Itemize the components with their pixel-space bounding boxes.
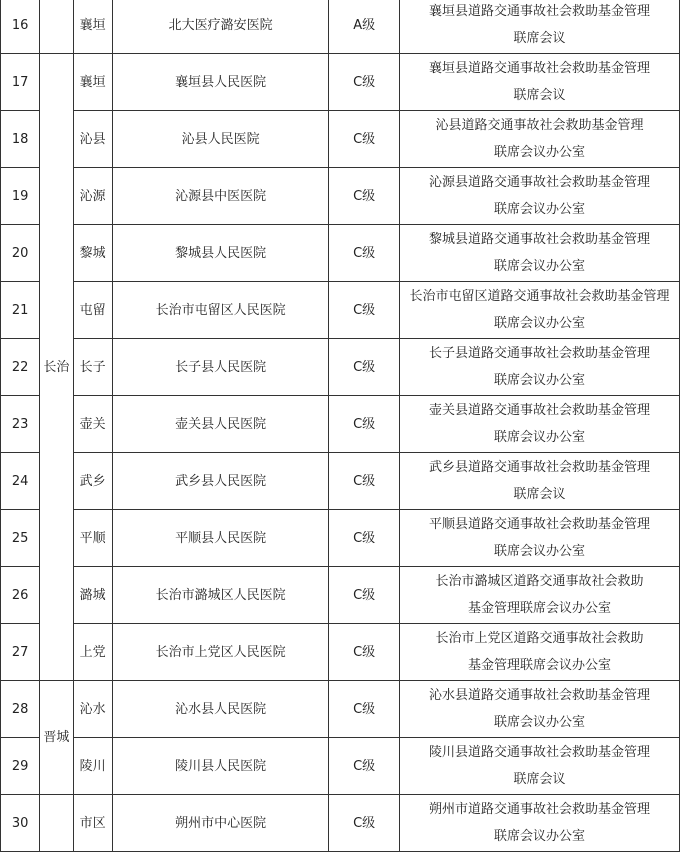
grade-cell: C级: [329, 396, 400, 453]
organization-line: 长治市上党区道路交通事故社会救助: [435, 631, 644, 646]
organization-line: 沁水县道路交通事故社会救助基金管理: [428, 688, 650, 703]
organization-line: 联席会议: [513, 487, 566, 502]
organization-line: 联席会议办公室: [493, 715, 585, 730]
organization-cell: [399, 738, 679, 795]
grade-cell: C级: [329, 168, 400, 225]
table-row: [1, 681, 680, 738]
row-number: 29: [1, 738, 40, 795]
hospital-cell: 襄垣县人民医院: [112, 54, 329, 111]
table-row: [1, 282, 680, 339]
organization-cell: [399, 0, 679, 54]
row-number: 17: [1, 54, 40, 111]
table-row: [1, 225, 680, 282]
organization-cell: [399, 396, 679, 453]
county-cell: 屯留: [73, 282, 112, 339]
hospital-cell: 武乡县人民医院: [112, 453, 329, 510]
hospital-cell: 朔州市中心医院: [112, 795, 329, 852]
organization-line: 联席会议办公室: [493, 145, 585, 160]
organization-cell: [399, 339, 679, 396]
hospital-cell: 长治市上党区人民医院: [112, 624, 329, 681]
grade-cell: C级: [329, 681, 400, 738]
hospital-cell: 平顺县人民医院: [112, 510, 329, 567]
county-cell: 平顺: [73, 510, 112, 567]
row-number: 27: [1, 624, 40, 681]
organization-line: 长子县道路交通事故社会救助基金管理: [428, 346, 650, 361]
organization-line: 联席会议: [513, 31, 566, 46]
hospital-cell: 北大医疗潞安医院: [112, 0, 329, 54]
grade-cell: C级: [329, 567, 400, 624]
row-number: 24: [1, 453, 40, 510]
table-row: [1, 510, 680, 567]
organization-cell: [399, 453, 679, 510]
organization-line: 联席会议办公室: [493, 430, 585, 445]
city-cell: 晋城: [40, 681, 73, 795]
organization-cell: [399, 282, 679, 339]
county-cell: 沁县: [73, 111, 112, 168]
row-number: 28: [1, 681, 40, 738]
row-number: 22: [1, 339, 40, 396]
grade-cell: C级: [329, 624, 400, 681]
row-number: 16: [1, 0, 40, 54]
organization-line: 长治市潞城区道路交通事故社会救助: [435, 574, 644, 589]
county-cell: 沁源: [73, 168, 112, 225]
row-number: 21: [1, 282, 40, 339]
organization-line: 襄垣县道路交通事故社会救助基金管理: [428, 4, 650, 19]
city-cell: [40, 0, 73, 54]
organization-line: 沁源县道路交通事故社会救助基金管理: [428, 175, 650, 190]
county-cell: 上党: [73, 624, 112, 681]
organization-line: 基金管理联席会议办公室: [467, 601, 611, 616]
table-row: [1, 624, 680, 681]
row-number: 30: [1, 795, 40, 852]
county-cell: 陵川: [73, 738, 112, 795]
grade-cell: C级: [329, 111, 400, 168]
hospital-cell: 沁县人民医院: [112, 111, 329, 168]
county-cell: 武乡: [73, 453, 112, 510]
organization-line: 联席会议办公室: [493, 316, 585, 331]
organization-line: 联席会议办公室: [493, 373, 585, 388]
county-cell: 黎城: [73, 225, 112, 282]
grade-cell: C级: [329, 738, 400, 795]
organization-line: 朔州市道路交通事故社会救助基金管理: [428, 802, 650, 817]
table-row: [1, 396, 680, 453]
grade-cell: C级: [329, 453, 400, 510]
organization-cell: [399, 795, 679, 852]
city-cell: [40, 795, 73, 852]
table-row: [1, 111, 680, 168]
table-row: [1, 795, 680, 852]
organization-line: 联席会议办公室: [493, 544, 585, 559]
organization-cell: [399, 54, 679, 111]
county-cell: 襄垣: [73, 54, 112, 111]
table-row: [1, 168, 680, 225]
organization-line: 基金管理联席会议办公室: [467, 658, 611, 673]
organization-line: 平顺县道路交通事故社会救助基金管理: [428, 517, 650, 532]
hospital-cell: 壶关县人民医院: [112, 396, 329, 453]
table-row: [1, 54, 680, 111]
organization-line: 黎城县道路交通事故社会救助基金管理: [428, 232, 650, 247]
organization-cell: [399, 510, 679, 567]
city-cell: 长治: [40, 54, 73, 681]
row-number: 23: [1, 396, 40, 453]
organization-cell: [399, 168, 679, 225]
hospital-cell: 沁水县人民医院: [112, 681, 329, 738]
organization-line: 襄垣县道路交通事故社会救助基金管理: [428, 61, 650, 76]
grade-cell: C级: [329, 339, 400, 396]
row-number: 20: [1, 225, 40, 282]
organization-line: 联席会议: [513, 772, 566, 787]
organization-cell: [399, 681, 679, 738]
organization-cell: [399, 225, 679, 282]
organization-cell: [399, 111, 679, 168]
table-row: [1, 567, 680, 624]
table-row: [1, 738, 680, 795]
organization-line: 联席会议办公室: [493, 202, 585, 217]
county-cell: 沁水: [73, 681, 112, 738]
organization-line: 沁县道路交通事故社会救助基金管理: [435, 118, 644, 133]
organization-line: 联席会议办公室: [493, 829, 585, 844]
row-number: 19: [1, 168, 40, 225]
table-row: [1, 339, 680, 396]
county-cell: 潞城: [73, 567, 112, 624]
table-row: [1, 453, 680, 510]
hospital-cell: 黎城县人民医院: [112, 225, 329, 282]
grade-cell: A级: [329, 0, 400, 54]
organization-line: 长治市屯留区道路交通事故社会救助基金管理: [409, 289, 670, 304]
organization-line: 壶关县道路交通事故社会救助基金管理: [428, 403, 650, 418]
hospital-cell: 长子县人民医院: [112, 339, 329, 396]
organization-cell: [399, 624, 679, 681]
organization-line: 陵川县道路交通事故社会救助基金管理: [428, 745, 650, 760]
grade-cell: C级: [329, 795, 400, 852]
organization-line: 联席会议: [513, 88, 566, 103]
table-body: [1, 0, 680, 852]
grade-cell: C级: [329, 225, 400, 282]
county-cell: 市区: [73, 795, 112, 852]
grade-cell: C级: [329, 510, 400, 567]
table-row: [1, 0, 680, 54]
row-number: 26: [1, 567, 40, 624]
row-number: 25: [1, 510, 40, 567]
hospital-cell: 长治市潞城区人民医院: [112, 567, 329, 624]
grade-cell: C级: [329, 54, 400, 111]
row-number: 18: [1, 111, 40, 168]
grade-cell: C级: [329, 282, 400, 339]
county-cell: 壶关: [73, 396, 112, 453]
organization-line: 联席会议办公室: [493, 259, 585, 274]
county-cell: 长子: [73, 339, 112, 396]
hospital-cell: 陵川县人民医院: [112, 738, 329, 795]
organization-cell: [399, 567, 679, 624]
organization-line: 武乡县道路交通事故社会救助基金管理: [428, 460, 650, 475]
hospital-cell: 长治市屯留区人民医院: [112, 282, 329, 339]
county-cell: 襄垣: [73, 0, 112, 54]
hospital-cell: 沁源县中医医院: [112, 168, 329, 225]
